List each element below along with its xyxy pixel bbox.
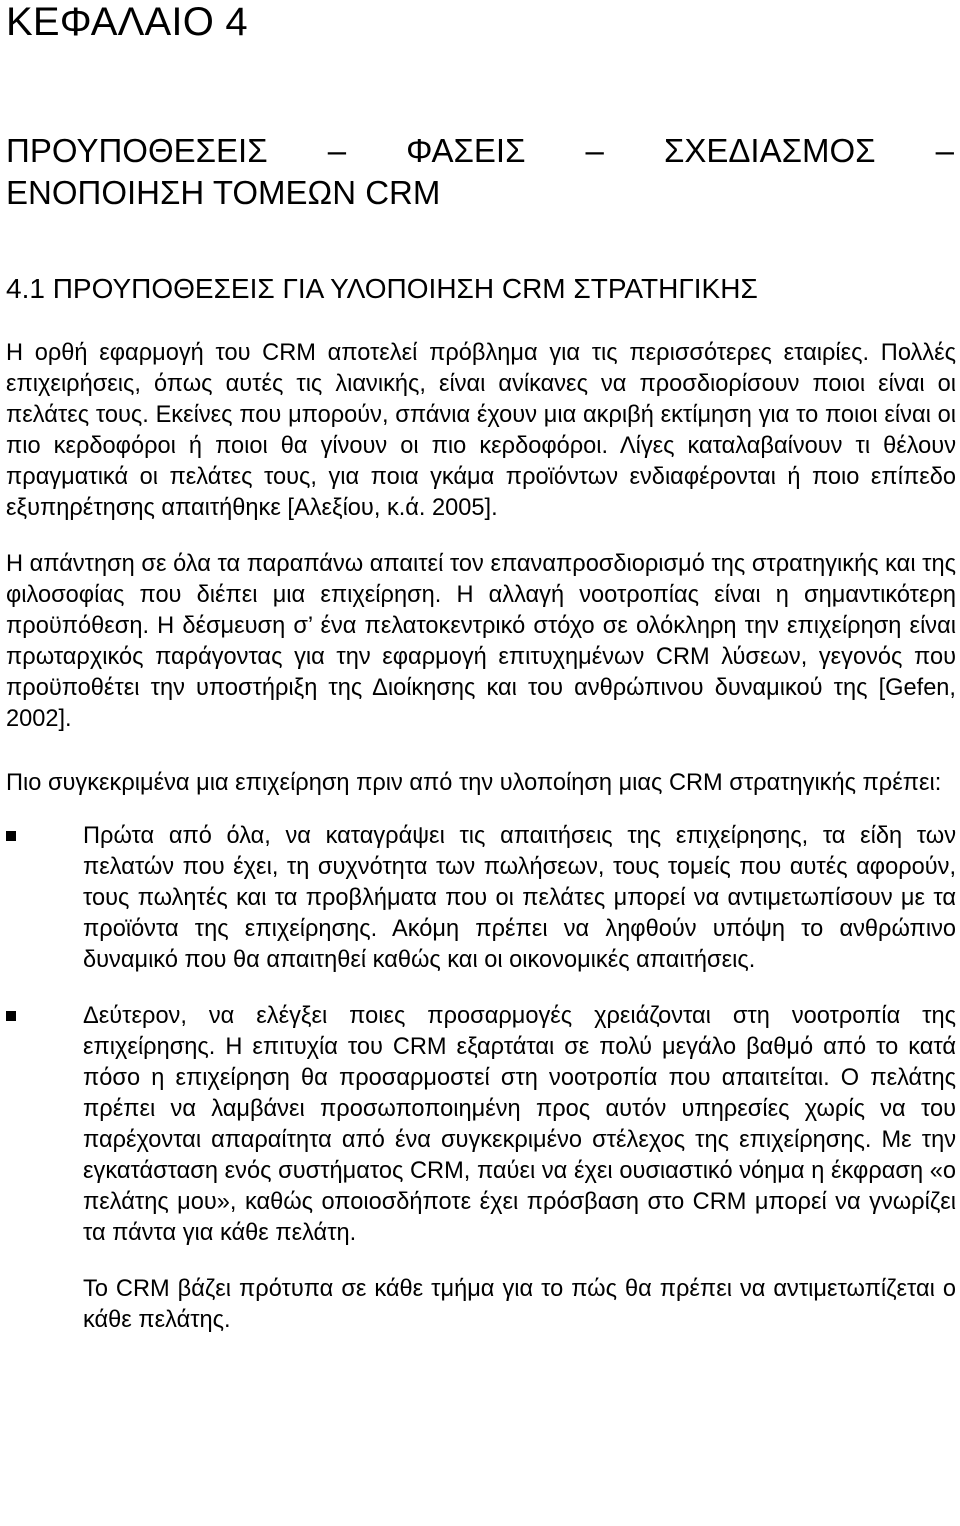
closing-paragraph: Το CRM βάζει πρότυπα σε κάθε τμήμα για το πώς θα πρέπει να αντιμετωπίζεται ο κάθε πελάτης. <box>83 1276 956 1333</box>
list-item-text: Πρώτα από όλα, να καταγράψει τις απαιτήσεις της επιχείρησης, τα είδη των πελατών που έχει, τη συχνότητα των πωλήσεων, τους τομείς που αυτές αφορούν, τους πωλητές και τα προβλήματα που οι πελάτες μπορεί να αντιμετωπίσουν με τα προϊόντα της επιχείρησης. Ακόμη πρέπει να ληφθούν υπόψη το ανθρώπινο δυναμικό που θα απαιτηθεί καθώς και οι οικονομικές απαιτήσεις. <box>83 823 956 973</box>
title-word: ΦΑΣΕΙΣ <box>406 132 526 169</box>
bullet-list <box>6 821 956 1249</box>
square-bullet-icon <box>6 1011 16 1021</box>
body-paragraph: Η απάντηση σε όλα τα παραπάνω απαιτεί τον επαναπροσδιορισμό της στρατηγικής και της φιλοσοφίας που διέπει μια επιχείρηση. Η αλλαγή νοοτροπίας είναι η σημαντικότερη προϋπόθεση. Η δέσμευση σ’ ένα πελατοκεντρικό στόχο σε ολόκληρη την επιχείρηση είναι πρωταρχικός παράγοντας για την εφαρμογή επιτυχημένων CRM λύσεων, γεγονός που προϋποθέτει την υποστήριξη της Διοίκησης και του ανθρώπινου δυναμικού της [Gefen, 2002]. <box>6 551 956 732</box>
title-word: ΣΧΕΔΙΑΣΜΟΣ <box>663 132 876 169</box>
document-page <box>6 0 956 1336</box>
square-bullet-icon <box>6 831 16 841</box>
body-paragraph: Πιο συγκεκριμένα μια επιχείρηση πριν από την υλοποίηση μιας CRM στρατηγικής πρέπει: <box>6 770 942 796</box>
list-item <box>6 1001 956 1249</box>
title-dash: – <box>585 132 604 169</box>
title-dash: – <box>935 132 954 169</box>
chapter-title <box>6 130 956 214</box>
chapter-heading: ΚΕΦΑΛΑΙΟ 4 <box>6 0 248 44</box>
section-heading: 4.1 ΠΡΟΥΠΟΘΕΣΕΙΣ ΓΙΑ ΥΛΟΠΟΙΗΣΗ CRM ΣΤΡΑΤΗΓΙΚΗΣ <box>6 273 758 304</box>
list-item <box>6 821 956 976</box>
chapter-title-line-1 <box>6 130 954 172</box>
chapter-title-line-2: ΕΝΟΠΟΙΗΣΗ ΤΟΜΕΩΝ CRM <box>6 174 441 211</box>
body-paragraph: Η ορθή εφαρμογή του CRM αποτελεί πρόβλημα για τις περισσότερες εταιρίες. Πολλές επιχειρήσεις, όπως αυτές τις λιανικής, είναι ανίκανες να προσδιορίσουν ποιοι είναι οι πελάτες τους. Εκείνες που μπορούν, σπάνια έχουν μια ακριβή εκτίμηση για το ποιοι είναι οι πιο κερδοφόροι ή ποιοι θα γίνουν οι πιο κερδοφόροι. Λίγες καταλαβαίνουν τι θέλουν πραγματικά οι πελάτες τους, για ποια γκάμα προϊόντων ενδιαφέρονται ή ποιο επίπεδο εξυπηρέτησης απαιτήθηκε [Αλεξίου, κ.ά. 2005]. <box>6 340 956 521</box>
title-word: ΠΡΟΥΠΟΘΕΣΕΙΣ <box>6 132 268 169</box>
title-dash: – <box>327 132 347 169</box>
list-item-text: Δεύτερον, να ελέγξει ποιες προσαρμογές χρειάζονται στη νοοτροπία της επιχείρησης. Η επιτυχία του CRM εξαρτάται σε πολύ μεγάλο βαθμό από το κατά πόσο η επιχείρηση θα προσαρμοστεί στη νοοτροπία που απαιτείται. Ο πελάτης πρέπει να λαμβάνει προσωποποιημένη προς αυτόν υπηρεσίες χωρίς να του παρέχονται απαραίτητα από ένα συγκεκριμένο στέλεχος της επιχείρησης. Με την εγκατάσταση ενός συστήματος CRM, παύει να έχει ουσιαστικό νόημα η έκφραση «ο πελάτης μου», καθώς οποιοσδήποτε έχει πρόσβαση στο CRM μπορεί να γνωρίζει τα πάντα για κάθε πελάτη. <box>83 1003 956 1246</box>
